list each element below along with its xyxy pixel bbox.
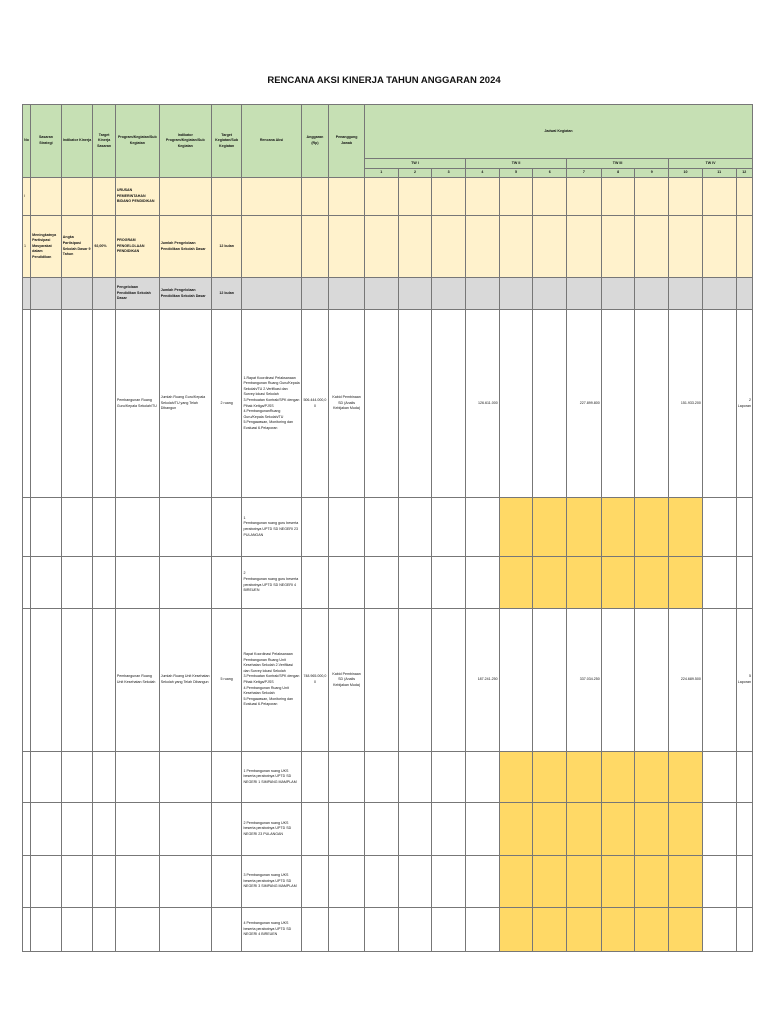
penanggung-jawab: Kabid Pembinaan SD (Analis Kebijakan Muda) [329,310,365,498]
program-name: PROGRAM PENGELOLAAN PENDIDIKAN [115,216,159,278]
rencana-item-text: Pembangunan ruang UKS beserta perabotnya UPTD SD NEGERI 23 PULANGAN [243,820,292,836]
rencana-item [242,498,301,557]
rencana-item [242,856,301,908]
rencana-aksi: 1.Rapat Koordinasi Pelaksanaan Pembangunan Ruang Guru/Kepala Sekolah/TU 2.Verifikasi dan Survey lokasi Sekolah 3.Pembuatan Kontrak/SPK dengan Pihak Ketiga/PJSS 4.PembangunanRuang Guru/Kepala Sekolah/TU 5.Pengawasan, Monitoring dan Evaluasi 6.Pelaporan [242,310,301,498]
header-month: 12 [736,169,752,178]
schedule-value-m10: 224.689.500 [669,609,703,752]
header-month: 11 [702,169,736,178]
page-title: RENCANA AKSI KINERJA TAHUN ANGGARAN 2024 [267,75,501,86]
table-row [23,498,753,557]
header-rencana-aksi: Rencana Aksi [242,105,301,178]
sub-kegiatan-name: Pembangunan Ruang Guru/Kepala Sekolah/TU [115,310,159,498]
table-row [23,216,753,278]
header-target-kinerja: Target Kinerja Sasaran [93,105,115,178]
rencana-item-text: Pembangunan ruang guru beserta perabotnya UPTD SD NEGERI 4 BIREUEN [243,576,299,593]
rencana-item-text: Pembangunan ruang guru beserta perabotnya UPTD SD NEGERI 23 PULANGAN [243,521,299,537]
header-month: 2 [398,169,432,178]
header-month: 7 [567,169,602,178]
rencana-item-number: 1 [243,515,246,520]
header-penanggung-jawab: Penanggung Jawab [329,105,365,178]
header-sasaran: Sasaran Strategi [31,105,62,178]
rencana-item [242,803,301,856]
sub-kegiatan-target: 2 ruang [211,310,242,498]
sub-kegiatan-target: 5 ruang [211,609,242,752]
schedule-value-m7: 337.034.250 [567,609,602,752]
header-month: 10 [669,169,703,178]
header-target-kegiatan: Target Kegiatan/Sub Kegiatan [211,105,242,178]
table-row [23,178,753,216]
anggaran: 748.965.000,00 [301,609,329,752]
row-no: 1 [23,216,31,278]
header-tw-2: TW II [466,159,567,169]
table-row [23,752,753,803]
schedule-value-m10: 151.933.200 [669,310,703,498]
sub-kegiatan-indikator: Jumlah Ruang Unit Kesehatan Sekolah yang Telah Dibangun [159,609,211,752]
header-tw-1: TW I [364,159,465,169]
rencana-item-text: Pembangunan ruang UKS beserta perabotnya UPTD SD NEGERI 4 BIREUEN [243,921,292,937]
header-indikator-program: Indikator Program/Kegiatan/Sub Kegiatan [159,105,211,178]
schedule-value-m7: 227.899.800 [567,310,602,498]
header-tw-4: TW IV [669,159,753,169]
schedule-value-m4: 187.241.250 [466,609,500,752]
schedule-value-m12: 5 Laporan [736,609,752,752]
penanggung-jawab: Kabid Pembinaan SD (Analis Kebijakan Muda) [329,609,365,752]
rencana-item-number: 3 [243,873,246,878]
header-month: 8 [601,169,635,178]
table-row [23,908,753,952]
target-kinerja: 92,00% [93,216,115,278]
rencana-item-number: 4 [243,921,246,926]
rencana-item [242,908,301,952]
header-jadwal: Jadwal Kegiatan [364,105,752,159]
schedule-value-m12: 2 Laporan [736,310,752,498]
header-month: 5 [499,169,533,178]
rencana-item [242,557,301,609]
action-plan-table [22,104,753,952]
header-tw-3: TW III [567,159,669,169]
rencana-item-text: Pembangunan ruang UKS beserta perabotnya UPTD SD NEGERI 3 SIMPANG MAMPLAM [243,873,297,889]
rencana-item-number: 1 [243,768,246,773]
table-row [23,856,753,908]
header-month: 6 [533,169,567,178]
row-no: I [23,178,31,216]
header-month: 3 [432,169,466,178]
header-program: Program/Kegiatan/Sub Kegiatan [115,105,159,178]
target-kegiatan: 12 bulan [211,216,242,278]
table-row [23,278,753,310]
table-row [23,609,753,752]
sub-kegiatan-indikator: Jumlah Ruang Guru/Kepala Sekolah/TU yang Telah Dibangun [159,310,211,498]
header-month: 4 [466,169,500,178]
sub-kegiatan-name: Pembangunan Ruang Unit Kesehatan Sekolah [115,609,159,752]
rencana-item-number: 2 [243,820,246,825]
sasaran-strategi: Meningkatnya Partisipasi Masyarakat dalam Pendidikan [31,216,62,278]
table-row [23,310,753,498]
urusan-label: URUSAN PEMERINTAHAN BIDANG PENDIDIKAN [115,178,159,216]
anggaran: 506.444.000,00 [301,310,329,498]
header-indikator-kinerja: Indikator Kinerja [61,105,93,178]
header-month: 9 [635,169,669,178]
rencana-item-text: Pembangunan ruang UKS beserta perabotnya UPTD SD NEGERI 1 SIMPANG MAMPLAM [243,768,297,784]
header-anggaran: Anggaran (Rp) [301,105,329,178]
rencana-item-number: 2 [243,571,246,576]
target-kegiatan: 12 bulan [211,278,242,310]
table-row [23,557,753,609]
rencana-aksi: Rapat Koordinasi Pelaksanaan Pembangunan Ruang Unit Kesehatan Sekolah 2.Verifikasi dan Survey lokasi Sekolah 3.Pembuatan Kontrak/SPK dengan Pihak Ketiga/PJSS 4.Pembangunan Ruang Unit Kesehatan Sekolah 5.Pengawasan, Monitoring dan Evaluasi 6.Pelaporan [242,609,301,752]
table-row [23,803,753,856]
header-no: No [23,105,31,178]
rencana-item [242,752,301,803]
header-month: 1 [364,169,398,178]
kegiatan-name: Pengelolaan Pendidikan Sekolah Dasar [115,278,159,310]
indikator-program: Jumlah Pengelolaan Pendidikan Sekolah Dasar [159,216,211,278]
indikator-kegiatan: Jumlah Pengelolaan Pendidikan Sekolah Dasar [159,278,211,310]
schedule-value-m4: 126.611.000 [466,310,500,498]
indikator-kinerja: Angka Partisipasi Sekolah Dasar 9 Tahun [61,216,93,278]
